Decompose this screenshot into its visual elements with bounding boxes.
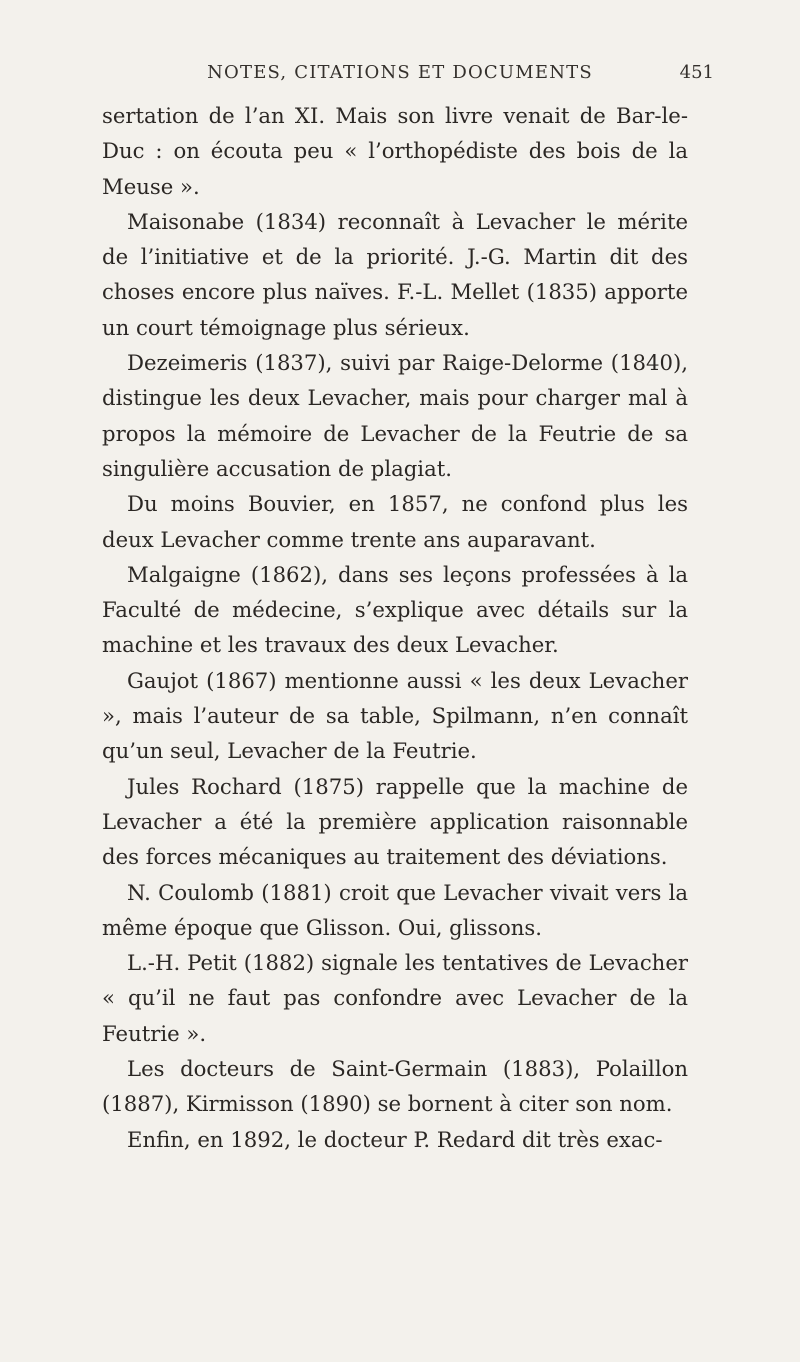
page-number: 451 [679, 62, 714, 83]
running-header: NOTES, CITATIONS ET DOCUMENTS [207, 62, 593, 83]
paragraph: Malgaigne (1862), dans ses leçons professées à la Faculté de médecine, s’explique avec détails sur la machine et les travaux des deux Levacher. [102, 561, 688, 658]
paragraph: N. Coulomb (1881) croit que Levacher vivait vers la même époque que Glisson. Oui, glissons. [102, 879, 688, 940]
paragraph: sertation de l’an XI. Mais son livre venait de Bar-le-Duc : on écouta peu « l’orthopédiste des bois de la Meuse ». [102, 103, 688, 199]
paragraph: Jules Rochard (1875) rappelle que la machine de Levacher a été la première application raisonnable des forces mécaniques au traitement des déviations. [102, 773, 688, 870]
paragraph: L.-H. Petit (1882) signale les tentatives de Levacher « qu’il ne faut pas confondre avec Levacher de la Feutrie ». [102, 950, 688, 1046]
paragraph: Enfin, en 1892, le docteur P. Redard dit très exac- [127, 1126, 663, 1152]
text-body [102, 98, 688, 1157]
paragraph: Maisonabe (1834) reconnaît à Levacher le mérite de l’initiative et de la priorité. J.-G. Martin dit des choses encore plus naïves. F.-L. Mellet (1835) apporte un court témoignage plus sérieux. [102, 208, 688, 340]
paragraph: Du moins Bouvier, en 1857, ne confond plus les deux Levacher comme trente ans auparavant. [102, 491, 688, 552]
paragraph: Les docteurs de Saint-Germain (1883), Polaillon (1887), Kirmisson (1890) se bornent à citer son nom. [102, 1056, 688, 1117]
paragraph: Gaujot (1867) mentionne aussi « les deux Levacher », mais l’auteur de sa table, Spilmann, n’en connaît qu’un seul, Levacher de la Feutrie. [102, 667, 688, 764]
paragraph: Dezeimeris (1837), suivi par Raige-Delorme (1840), distingue les deux Levacher, mais pour charger mal à propos la mémoire de Levacher de la Feutrie de sa singulière accusation de plagiat. [102, 350, 688, 481]
